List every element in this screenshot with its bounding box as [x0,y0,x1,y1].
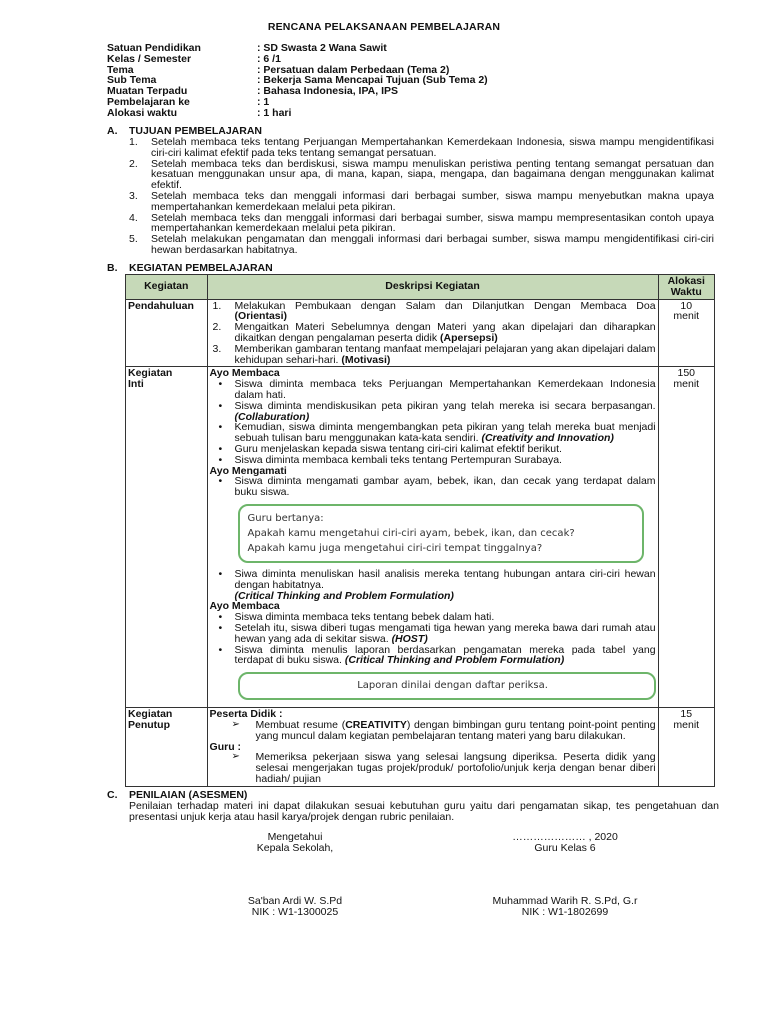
identity-value: : Bahasa Indonesia, IPA, IPS [257,85,399,98]
identity-value: : SD Swasta 2 Wana Sawit [257,42,387,54]
section-a-heading: A. TUJUAN PEMBELAJARAN [107,125,263,137]
objective-item: 4. Setelah membaca teks dan menggali informasi dari berbagai sumber, siswa mampu mempresentasikan contoh upaya mempertahankan kemerdekaan melalui peta pikiran. [129,211,714,235]
subheading-ayo-mengamati: Ayo Mengamati [209,464,287,477]
list-item: • Siwa diminta menuliskan hasil analisis mereka tentang hubungan antara ciri-ciri hewan dengan habitatnya. (Critical Thinking and Problem Formulation) [210,569,656,601]
identity-value: : 1 [257,95,270,108]
time-allocation: 15 menit [658,708,714,787]
table-row-penutup [126,708,715,787]
activities-table [125,274,715,787]
list-item: • Siswa diminta menulis laporan berdasarkan pengamatan mereka pada tabel yang terdapat di buku siswa. (Critical Thinking and Problem Formulation) [210,645,656,667]
table-header-row [126,275,715,300]
signature-right: ………………… , 2020 Guru Kelas 6 [512,831,618,854]
objectives-list [129,137,714,256]
kegiatan-label: Pendahuluan [126,299,208,367]
list-item: • Siswa diminta membaca kembali teks tentang Pertempuran Surabaya. [210,455,656,466]
list-item: • Siswa diminta membaca teks tentang bebek dalam hati. [210,612,656,623]
signature-right-name: Muhammad Warih R. S.Pd, G.r NIK : W1-1802699 [492,895,638,918]
penutup-description [207,708,658,787]
kegiatan-label: Kegiatan Penutup [126,708,208,787]
header-alokasi: Alokasi Waktu [658,275,714,300]
table-row-inti [126,367,715,708]
objective-item: 5. Setelah melakukan pengamatan dan menggali informasi dari berbagai sumber, siswa mampu mengidentifikasi ciri-ciri hewan berdasarkan habitatnya. [129,233,714,256]
inti-description [207,367,658,708]
list-item: • Kemudian, siswa diminta mengembangkan peta pikiran yang telah mereka buat menjadi sebuah tulisan baru menggunakan kata-kata sendiri. (Creativity and Innovation) [210,422,656,444]
subheading-ayo-membaca: Ayo Membaca [209,600,280,613]
identity-label: Tema [107,63,134,76]
identity-label: Pembelajaran ke [107,95,190,108]
identity-label: Satuan Pendidikan [107,42,201,54]
header-deskripsi: Deskripsi Kegiatan [207,275,658,300]
objective-item: 2. Setelah membaca teks dan berdiskusi, siswa mampu menuliskan peristiwa penting tentang semangat persatuan dan kesatuan menggunakan unsur apa, di mana, kapan, siapa, mengapa, dan bagaimana dengan menggunakan kalimat efektif. [129,157,714,192]
header-kegiatan: Kegiatan [126,275,208,300]
identity-value: : 6 /1 [257,52,281,65]
identity-value: : 1 hari [257,106,292,119]
list-item: 2. Mengaitkan Materi Sebelumnya dengan Materi yang akan dipelajari dan diharapkan dikaitkan dengan pengalaman peserta didik (Apersepsi) [212,321,656,344]
report-callout: Laporan dinilai dengan daftar periksa. [238,672,656,700]
identity-value: : Persatuan dalam Perbedaan (Tema 2) [257,63,450,76]
identity-label: Sub Tema [107,74,157,87]
list-item: • Siswa diminta mengamati gambar ayam, bebek, ikan, dan cecak yang terdapat dalam buku siswa. [210,476,656,498]
identity-label: Muatan Terpadu [107,85,188,98]
document-title: RENCANA PELAKSANAAN PEMBELAJARAN [267,21,501,33]
list-item: • Guru menjelaskan kepada siswa tentang ciri-ciri kalimat efektif berikut. [210,444,656,455]
identity-label: Kelas / Semester [107,52,192,65]
list-item: • Siswa diminta mendiskusikan peta pikiran yang telah mereka isi secara berpasangan.(Collaburation) [210,401,656,423]
list-item: 1. Melakukan Pembukaan dengan Salam dan Dilanjutkan Dengan Membaca Doa (Orientasi) [212,299,656,323]
identity-value: : Bekerja Sama Mencapai Tujuan (Sub Tema 2) [257,74,488,87]
list-item: ➢ Membuat resume (CREATIVITY) dengan bimbingan guru tentang point-point penting yang muncul dalam kegiatan pembelajaran tentang materi yang baru dilakukan. [231,718,656,742]
list-item: • Siswa diminta membaca teks Perjuangan Mempertahankan Kemerdekaan Indonesia dalam hati. [210,379,656,401]
time-allocation: 150 menit [658,367,714,708]
assessment-text: Penilaian terhadap materi ini dapat dilakukan sesuai kebutuhan guru yaitu dari pengamatan sikap, tes pengetahuan dan presentasi unjuk kerja atau hasil karya/projek dengan rubric penilaian. [129,800,719,823]
subheading-ayo-membaca: Ayo Membaca [209,367,280,380]
list-item: ➢ Memeriksa pekerjaan siswa yang selesai langsung diperiksa. Peserta didik yang selesai mengerjakan tugas projek/produk/ portofolio/unjuk kerja dengan benar diberi hadiah/ pujian [231,751,656,785]
objective-item: 3. Setelah membaca teks dan menggali informasi dari berbagai sumber, siswa mampu menyebutkan makna upaya mempertahankan kemerdekaan melalui peta pikiran. [129,189,714,213]
section-c-heading: C. PENILAIAN (ASESMEN) [107,789,248,801]
table-row-pendahuluan [126,299,715,367]
list-item: 3. Memberikan gambaran tentang manfaat mempelajari pelajaran yang akan dipelajari dalam kehidupan sehari-hari. (Motivasi) [212,342,656,366]
subheading-guru: Guru : [209,740,242,753]
identity-label: Alokasi waktu [107,106,178,119]
teacher-question-callout: Guru bertanya: Apakah kamu mengetahui ciri-ciri ayam, bebek, ikan, dan cecak? Apakah kamu juga mengetahui ciri-ciri tempat tinggalnya? [238,504,644,563]
arrow-bullet-icon: ➢ [231,718,240,730]
section-b-heading: B. KEGIATAN PEMBELAJARAN [107,262,273,274]
kegiatan-label: Kegiatan Inti [126,367,208,708]
subheading-peserta-didik: Peserta Didik : [209,708,283,721]
signature-left-name: Sa'ban Ardi W. S.Pd NIK : W1-1300025 [247,895,343,918]
objective-item: 1. Setelah membaca teks tentang Perjuangan Mempertahankan Kemerdekaan Indonesia, siswa mampu mengidentifikasi ciri-ciri kalimat efektif pada teks tentang semangat persatuan. [129,136,714,159]
list-item: • Setelah itu, siswa diberi tugas mengamati tiga hewan yang mereka bawa dari rumah atau hewan yang ada di sekitar siswa. (HOST) [210,623,656,645]
pendahuluan-description [207,299,658,367]
signature-left: Mengetahui Kepala Sekolah, [256,831,334,854]
arrow-bullet-icon: ➢ [231,751,240,763]
time-allocation: 10 menit [658,299,714,367]
